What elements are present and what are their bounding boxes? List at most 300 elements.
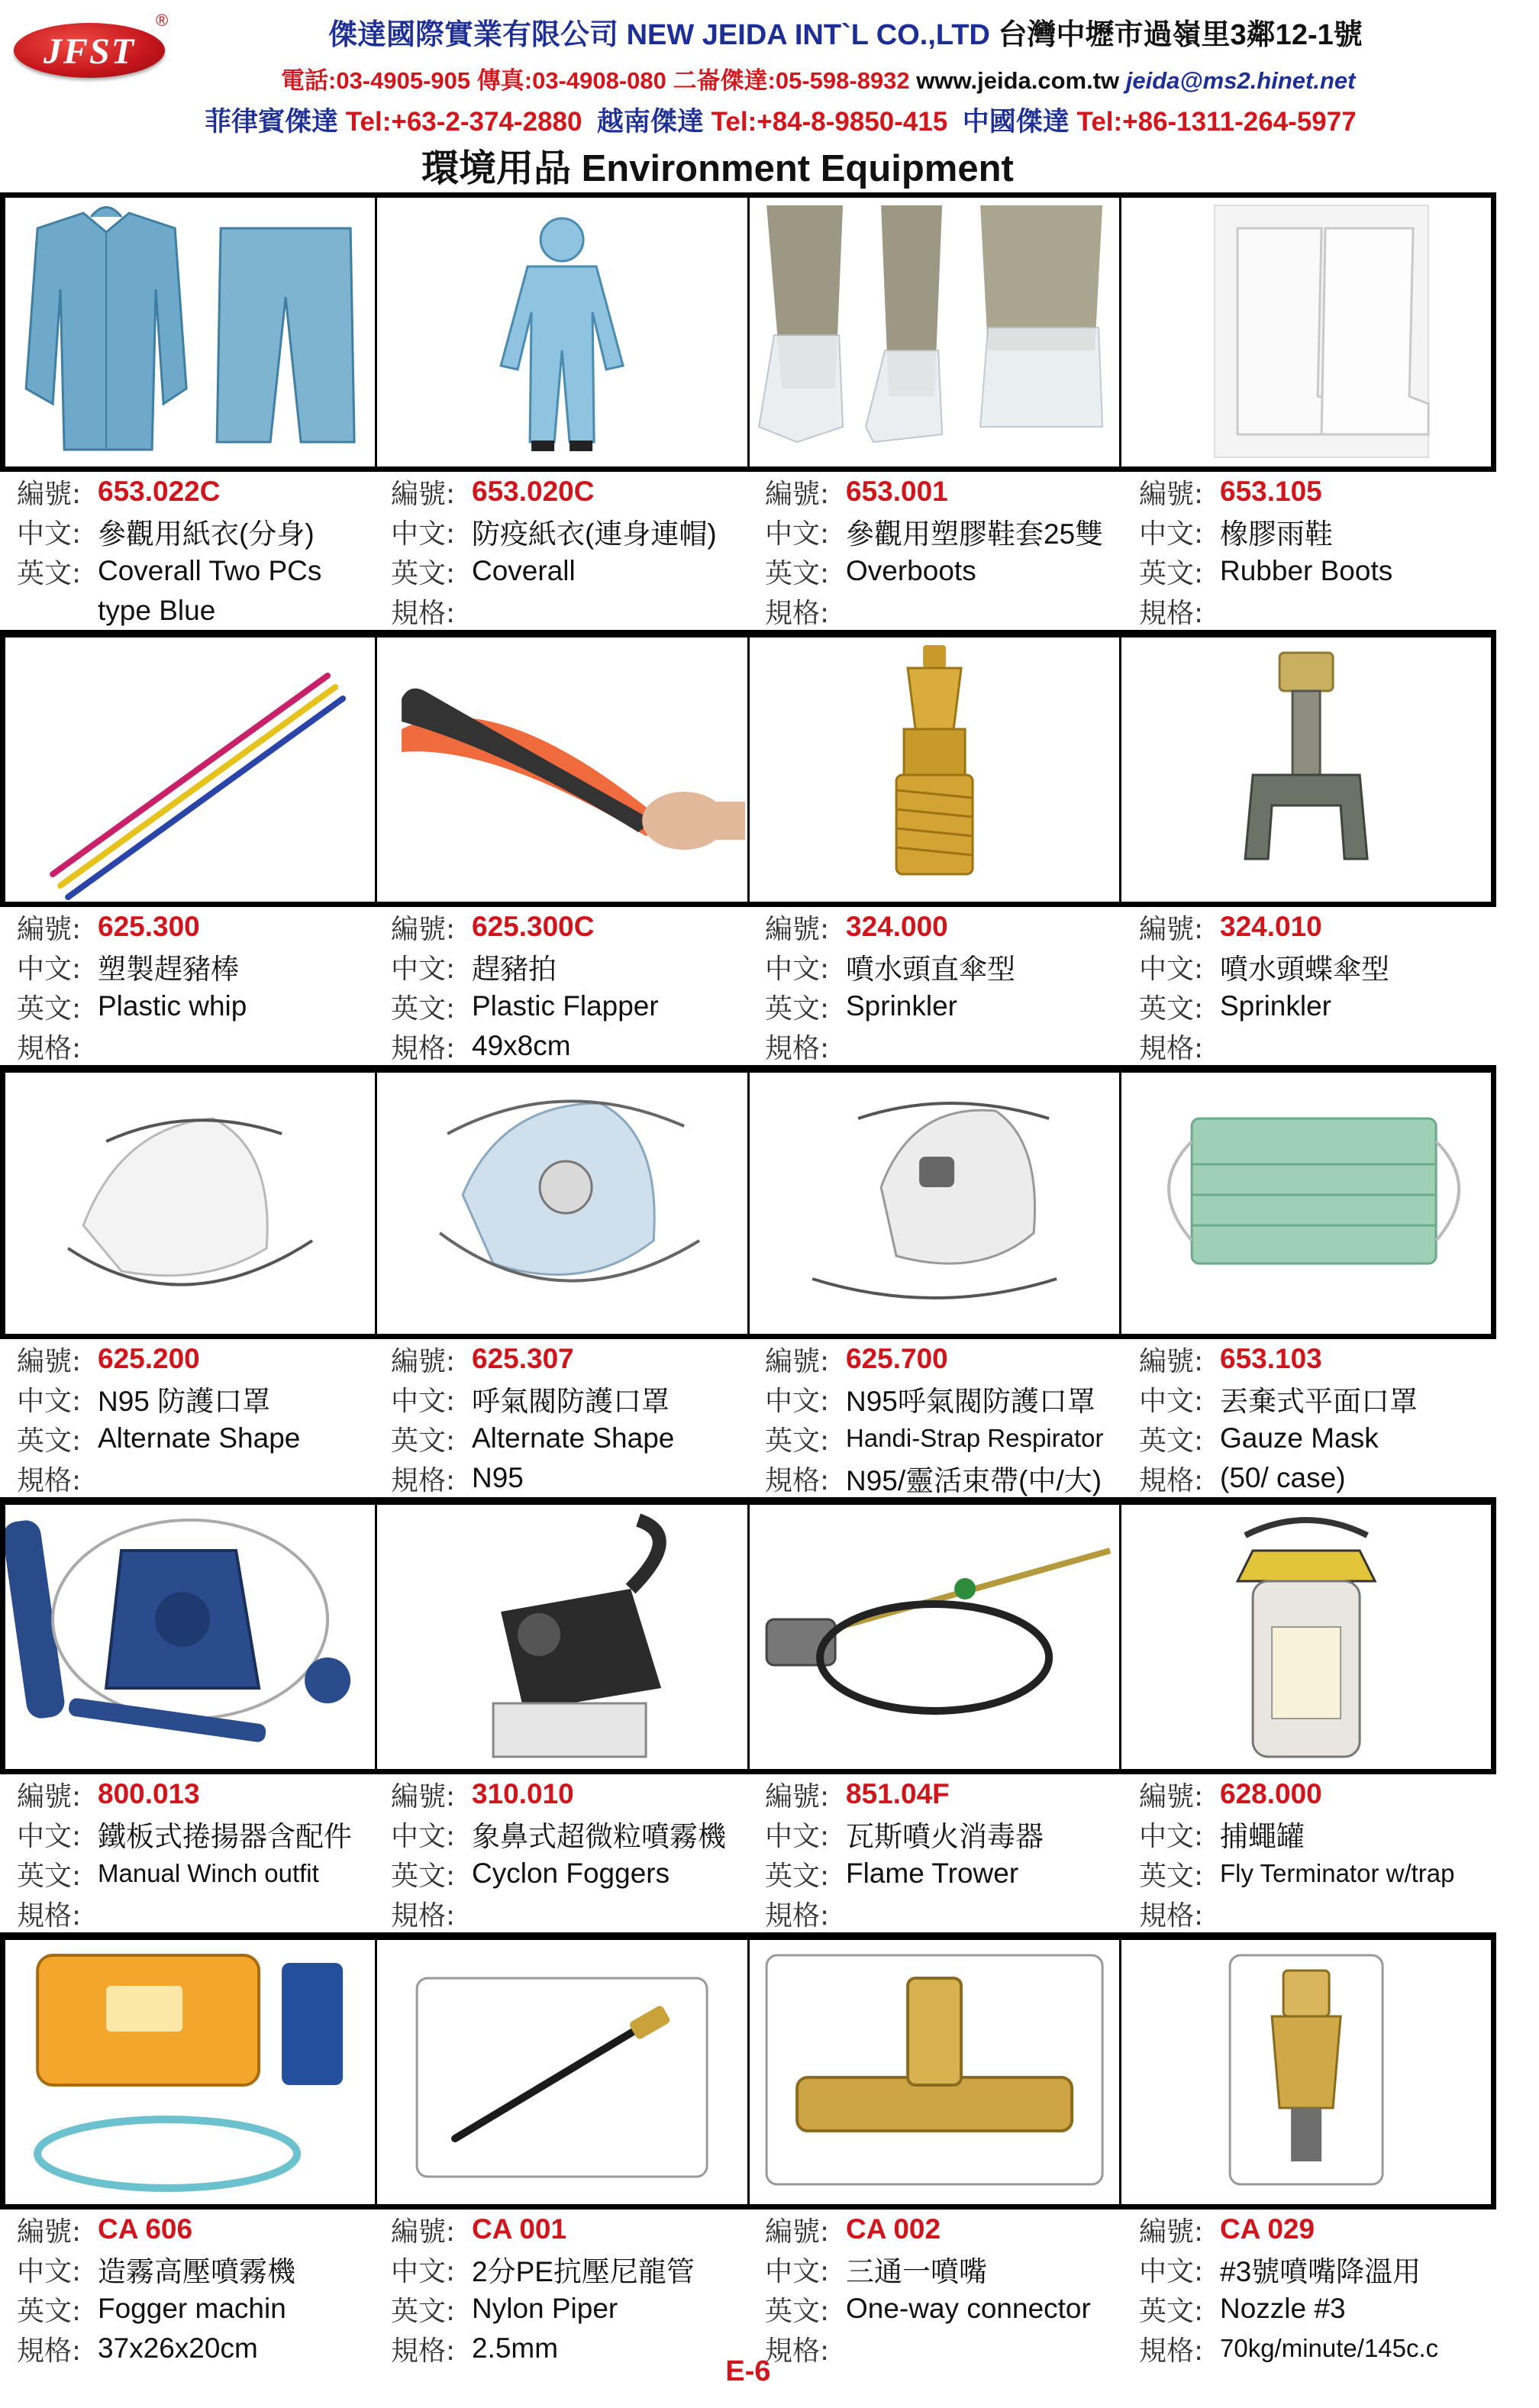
product-name-en-label: 英文: <box>17 1425 82 1457</box>
product-name-en-line <box>391 986 748 1026</box>
product-name-zh-label: 中文: <box>1139 1820 1204 1852</box>
product-name-en-label: 英文: <box>17 993 82 1025</box>
product-code-label: 編號: <box>391 913 456 945</box>
company-name-en: NEW JEIDA INT`L CO.,LTD <box>626 19 990 51</box>
company-logo <box>14 11 169 79</box>
product-code-label: 編號: <box>1139 1345 1204 1377</box>
product-info <box>374 2209 748 2367</box>
two-piece-coverall-icon <box>5 198 375 466</box>
cn-branch-label: 中國傑達 <box>962 107 1070 137</box>
product-info <box>1122 1774 1496 1932</box>
product-name-en-label: 英文: <box>1139 557 1204 589</box>
product-code-line <box>1139 907 1496 947</box>
contact-line <box>281 61 1355 95</box>
product-spec-label: 規格: <box>17 1032 82 1064</box>
product-photo[interactable] <box>377 1073 749 1334</box>
product-spec-label: 規格: <box>391 597 456 629</box>
product-name-en-line <box>765 1419 1122 1458</box>
product-name-zh: 丟棄式平面口罩 <box>1220 1386 1418 1417</box>
product-name-en: Nozzle #3 <box>1220 2293 1346 2324</box>
product-spec-label: 規格: <box>1139 2335 1204 2367</box>
product-code: 851.04F <box>846 1778 950 1809</box>
product-name-en-label: 英文: <box>1139 1425 1204 1457</box>
product-spec: 2.5mm <box>472 2332 559 2364</box>
product-name-en: Alternate Shape <box>98 1422 301 1454</box>
product-name-zh-label: 中文: <box>391 518 456 550</box>
product-code: CA 002 <box>846 2213 941 2245</box>
product-spec-label: 規格: <box>765 2335 830 2367</box>
product-spec-line <box>17 1893 374 1933</box>
product-code-line <box>17 907 374 947</box>
product-photo[interactable] <box>1121 1073 1491 1334</box>
product-code-label: 編號: <box>1139 2216 1204 2248</box>
brass-sprinkler-icon <box>750 638 1119 902</box>
product-name-en-line <box>765 986 1122 1026</box>
product-name-zh-line <box>391 1379 748 1419</box>
product-name-zh-line <box>765 1814 1122 1854</box>
product-spec: N95 <box>472 1462 524 1493</box>
product-name-en-line <box>17 2289 374 2329</box>
product-name-en: Plastic whip <box>98 990 247 1022</box>
product-name-en: Flame Trower <box>846 1858 1019 1889</box>
product-name-zh-line <box>765 1379 1122 1419</box>
product-info <box>1122 472 1496 630</box>
product-name-en-line <box>1139 1854 1496 1893</box>
product-name-en: One-way connector <box>846 2293 1091 2324</box>
product-code-line <box>765 472 1122 512</box>
product-code-label: 編號: <box>17 478 82 510</box>
product-spec-line <box>765 1893 1122 1933</box>
vn-branch-tel: Tel:+84-8-9850-415 <box>711 107 948 137</box>
product-name-zh-line <box>17 512 374 551</box>
product-photo[interactable] <box>377 1505 749 1769</box>
product-code: 653.022C <box>98 476 221 507</box>
product-name-en: Sprinkler <box>846 990 957 1022</box>
product-spec-line <box>1139 591 1496 631</box>
product-name-zh-label: 中文: <box>1139 2255 1204 2287</box>
spec-row-1 <box>0 472 1496 632</box>
gauze-mask-icon <box>1121 1073 1491 1334</box>
product-info <box>748 472 1122 630</box>
product-spec-label: 規格: <box>1139 1464 1204 1496</box>
photo-row-4 <box>0 1499 1496 1774</box>
product-name-zh-label: 中文: <box>17 1385 82 1417</box>
product-code-label: 編號: <box>391 1345 456 1377</box>
product-name-en-label: 英文: <box>765 1425 830 1457</box>
product-name-en-line <box>17 551 374 591</box>
product-name-zh-line <box>1139 512 1496 551</box>
product-name-en-label: 英文: <box>391 1425 456 1457</box>
product-code-label: 編號: <box>17 913 82 945</box>
product-name-zh: 2分PE抗壓尼龍管 <box>472 2256 695 2287</box>
product-code-label: 編號: <box>1139 478 1204 510</box>
product-info <box>748 1339 1122 1497</box>
product-info <box>0 1774 374 1932</box>
product-code-label: 編號: <box>391 1780 456 1812</box>
product-name-en-line <box>1139 551 1496 591</box>
product-name-zh: 塑製趕豬棒 <box>98 954 239 985</box>
product-name-zh-line <box>765 512 1122 551</box>
product-name-zh-line <box>1139 1814 1496 1854</box>
product-spec-label: 規格: <box>1139 1032 1204 1064</box>
product-info <box>1122 907 1496 1065</box>
product-code: 653.103 <box>1220 1343 1322 1374</box>
product-spec-line <box>17 1026 374 1066</box>
product-code-label: 編號: <box>1139 1780 1204 1812</box>
product-name-en-label: 英文: <box>391 1860 456 1892</box>
product-code-line <box>17 2209 374 2249</box>
product-name-zh-label: 中文: <box>391 953 456 985</box>
product-name-zh: 參觀用紙衣(分身) <box>98 518 315 550</box>
product-photo[interactable] <box>1121 638 1491 902</box>
product-name-en: Sprinkler <box>1220 990 1331 1022</box>
nozzle-icon <box>1121 1940 1491 2204</box>
product-spec: N95/靈活束帶(中/大) <box>846 1465 1102 1496</box>
product-name-zh: 象鼻式超微粒噴霧機 <box>472 1821 726 1852</box>
product-name-en-line <box>1139 1419 1496 1458</box>
product-name-en-line <box>17 1854 374 1893</box>
product-name-zh-line <box>17 1814 374 1854</box>
product-name-en: Fly Terminator w/trap <box>1220 1859 1455 1887</box>
product-name-zh-line <box>17 1379 374 1419</box>
product-name-zh-label: 中文: <box>391 1385 456 1417</box>
product-name-en-line <box>391 1419 748 1458</box>
product-name-zh-line <box>391 2249 748 2289</box>
product-spec: 37x26x20cm <box>98 2332 258 2364</box>
product-code-line <box>391 2209 748 2249</box>
product-name-en-label: 英文: <box>1139 993 1204 1025</box>
product-code-line <box>17 1774 374 1814</box>
product-name-zh-label: 中文: <box>765 953 830 985</box>
product-code-line <box>1139 472 1496 512</box>
product-name-zh: 趕豬拍 <box>472 954 557 985</box>
product-code-label: 編號: <box>391 478 456 510</box>
product-name-zh-label: 中文: <box>17 953 82 985</box>
product-spec-label: 規格: <box>765 597 830 629</box>
product-code-line <box>391 907 748 947</box>
product-info <box>374 1339 748 1497</box>
product-name-en: Coverall Two PCs <box>98 555 322 586</box>
product-info <box>374 907 748 1065</box>
cn-branch-tel: Tel:+86-1311-264-5977 <box>1076 107 1357 137</box>
ph-branch-tel: Tel:+63-2-374-2880 <box>345 107 582 137</box>
product-name-en-cont: type Blue <box>98 595 216 626</box>
product-name-zh-line <box>391 512 748 551</box>
product-code: 324.010 <box>1220 911 1322 942</box>
product-name-zh-label: 中文: <box>17 1820 82 1852</box>
product-name-zh-line <box>391 1814 748 1854</box>
product-spec-line <box>765 1026 1122 1066</box>
product-name-zh: 呼氣閥防護口罩 <box>472 1386 669 1417</box>
overseas-branches-line <box>205 101 1357 139</box>
product-info <box>0 907 374 1065</box>
product-code-label: 編號: <box>17 2216 82 2248</box>
product-code: 628.000 <box>1220 1778 1322 1809</box>
product-name-zh-line <box>17 2249 374 2289</box>
product-name-en: Handi-Strap Respirator <box>846 1424 1104 1452</box>
product-name-en-cont-line <box>17 591 374 631</box>
product-name-zh-line <box>1139 947 1496 986</box>
product-info <box>0 1339 374 1497</box>
product-name-en-label: 英文: <box>765 993 830 1025</box>
product-name-zh: 噴水頭直傘型 <box>846 954 1015 985</box>
product-spec-label: 規格: <box>765 1900 830 1932</box>
product-name-zh-line <box>1139 2249 1496 2289</box>
product-spec: 49x8cm <box>472 1030 571 1061</box>
product-name-en-label: 英文: <box>391 993 456 1025</box>
spec-row-2 <box>0 907 1496 1067</box>
product-name-zh-label: 中文: <box>391 1820 456 1852</box>
product-spec-line <box>1139 1458 1496 1498</box>
product-info <box>748 907 1122 1065</box>
product-code-line <box>765 907 1122 947</box>
coverall-person-icon <box>377 198 747 466</box>
product-name-zh-label: 中文: <box>765 1820 830 1852</box>
product-name-zh: 橡膠雨鞋 <box>1220 518 1333 550</box>
product-name-en-line <box>17 1419 374 1458</box>
product-spec: (50/ case) <box>1220 1462 1346 1493</box>
product-name-en: Gauze Mask <box>1220 1422 1379 1454</box>
photo-row-3 <box>0 1067 1496 1339</box>
tee-connector-icon <box>750 1940 1119 2204</box>
product-code: 625.307 <box>472 1343 574 1374</box>
product-code: 625.300 <box>98 911 200 942</box>
product-name-en: Plastic Flapper <box>472 990 659 1022</box>
product-name-en: Coverall <box>472 555 576 586</box>
product-code-line <box>391 1774 748 1814</box>
product-code: 310.010 <box>472 1778 574 1809</box>
product-name-zh: 造霧高壓噴霧機 <box>98 2256 295 2287</box>
product-name-en-label: 英文: <box>17 1860 82 1892</box>
product-spec-line <box>765 1458 1122 1498</box>
product-spec-label: 規格: <box>765 1032 830 1064</box>
product-name-zh-label: 中文: <box>17 2255 82 2287</box>
product-photo[interactable] <box>5 1073 377 1334</box>
product-code-line <box>765 1339 1122 1379</box>
product-name-en-line <box>391 2289 748 2329</box>
product-name-zh-line <box>765 947 1122 986</box>
product-name-en-label: 英文: <box>765 1860 830 1892</box>
product-code: 625.200 <box>98 1343 200 1374</box>
product-name-zh-line <box>1139 1379 1496 1419</box>
product-name-en: Alternate Shape <box>472 1422 675 1454</box>
spec-row-4 <box>0 1774 1496 1935</box>
product-code: 324.000 <box>846 911 948 942</box>
product-spec-line <box>1139 1026 1496 1066</box>
product-code-line <box>1139 2209 1496 2249</box>
product-photo[interactable] <box>750 638 1121 902</box>
product-name-en-label: 英文: <box>391 557 456 589</box>
product-name-en: Rubber Boots <box>1220 555 1393 586</box>
product-name-zh: 參觀用塑膠鞋套25雙 <box>846 518 1104 550</box>
product-name-en-label: 英文: <box>765 557 830 589</box>
product-photo[interactable] <box>1121 1505 1491 1769</box>
product-photo[interactable] <box>377 1940 749 2204</box>
product-spec-line <box>765 591 1122 631</box>
product-name-zh-label: 中文: <box>765 2255 830 2287</box>
product-name-en-line <box>765 551 1122 591</box>
valve-mask-icon <box>377 1073 747 1334</box>
product-photo[interactable] <box>750 198 1121 466</box>
product-photo[interactable] <box>377 638 749 902</box>
product-code-label: 編號: <box>765 913 830 945</box>
product-name-zh-line <box>765 2249 1122 2289</box>
product-code: 653.105 <box>1220 476 1322 507</box>
website-link[interactable]: www.jeida.com.tw <box>916 67 1120 94</box>
product-name-zh: 防疫紙衣(連身連帽) <box>472 518 717 550</box>
product-spec-label: 規格: <box>765 1464 830 1496</box>
product-name-en-label: 英文: <box>391 2295 456 2327</box>
product-photo[interactable] <box>750 1505 1121 1769</box>
product-code: CA 001 <box>472 2213 567 2245</box>
company-address: 台灣中壢市過嶺里3鄰12-1號 <box>998 19 1363 51</box>
product-name-en-line <box>765 1854 1122 1893</box>
product-spec-line <box>391 1893 748 1933</box>
product-name-en-line <box>391 551 748 591</box>
product-name-zh: 鐵板式捲揚器含配件 <box>98 1821 352 1852</box>
product-name-en: Cyclon Foggers <box>472 1858 670 1889</box>
spec-row-5 <box>0 2209 1496 2367</box>
product-info <box>0 2209 374 2367</box>
product-info <box>374 1774 748 1932</box>
logo-text: JFST <box>43 31 136 72</box>
photo-row-1 <box>0 192 1496 472</box>
product-photo[interactable] <box>1121 198 1491 466</box>
company-name-zh: 傑達國際實業有限公司 <box>328 19 619 51</box>
handi-strap-respirator-icon <box>750 1073 1119 1334</box>
product-spec-line <box>391 1026 748 1066</box>
product-name-en-label: 英文: <box>765 2295 830 2327</box>
product-photo[interactable] <box>750 1073 1121 1334</box>
product-name-zh: N95 防護口罩 <box>98 1386 271 1417</box>
product-name-zh-line <box>391 947 748 986</box>
product-name-en: Nylon Piper <box>472 2293 618 2324</box>
product-spec-line <box>391 591 748 631</box>
product-code-line <box>1139 1339 1496 1379</box>
product-name-zh: 捕蠅罐 <box>1220 1821 1305 1852</box>
product-photo[interactable] <box>5 1505 377 1769</box>
product-spec-label: 規格: <box>1139 597 1204 629</box>
product-name-en-label: 英文: <box>1139 2295 1204 2327</box>
product-code-line <box>17 472 374 512</box>
product-spec-line <box>17 1458 374 1498</box>
product-code: 625.700 <box>846 1343 948 1374</box>
product-photo[interactable] <box>1121 1940 1491 2204</box>
ph-branch-label: 菲律賓傑達 <box>205 107 339 137</box>
product-name-zh: 瓦斯噴火消毒器 <box>846 1821 1044 1852</box>
product-spec-line <box>391 1458 748 1498</box>
product-name-zh-label: 中文: <box>1139 953 1204 985</box>
product-photo[interactable] <box>750 1940 1121 2204</box>
n95-mask-icon <box>5 1073 375 1334</box>
branch-phone: 二崙傑達:05-598-8932 <box>673 67 910 94</box>
email-link[interactable]: jeida@ms2.hinet.net <box>1125 67 1356 94</box>
product-photo[interactable] <box>377 198 749 466</box>
plastic-whip-icon <box>5 638 375 902</box>
registered-mark: ® <box>156 11 169 30</box>
product-info <box>0 472 374 630</box>
page-title: 環境用品 Environment Equipment <box>421 148 1014 189</box>
product-photo[interactable] <box>5 638 377 902</box>
manual-winch-icon <box>5 1505 375 1769</box>
product-spec-label: 規格: <box>391 1900 456 1932</box>
product-code-label: 編號: <box>765 1780 830 1812</box>
product-code-line <box>391 472 748 512</box>
rubber-boots-icon <box>1121 198 1491 466</box>
product-name-zh-label: 中文: <box>765 1385 830 1417</box>
product-code-label: 編號: <box>765 2216 830 2248</box>
product-code-label: 編號: <box>765 1345 830 1377</box>
spec-row-3 <box>0 1339 1496 1499</box>
product-code-line <box>17 1339 374 1379</box>
product-spec: 70kg/minute/145c.c <box>1220 2334 1439 2362</box>
product-info <box>1122 1339 1496 1497</box>
product-code-label: 編號: <box>765 478 830 510</box>
product-code: CA 606 <box>98 2213 193 2245</box>
product-name-en-line <box>1139 986 1496 1026</box>
product-name-en-line <box>391 1854 748 1893</box>
overboots-icon <box>750 198 1119 466</box>
phone: 電話:03-4905-905 <box>281 67 471 94</box>
flame-thrower-icon <box>750 1505 1119 1769</box>
product-code: CA 029 <box>1220 2213 1315 2245</box>
product-name-en-line <box>17 986 374 1026</box>
product-photo[interactable] <box>5 198 377 466</box>
product-code-line <box>765 1774 1122 1814</box>
photo-row-5 <box>0 1935 1496 2209</box>
product-spec-label: 規格: <box>1139 1900 1204 1932</box>
product-code-label: 編號: <box>17 1780 82 1812</box>
company-name-line <box>328 11 1363 53</box>
product-code-label: 編號: <box>1139 913 1204 945</box>
nylon-pipe-icon <box>377 1940 747 2204</box>
product-name-zh: 三通一噴嘴 <box>846 2256 987 2287</box>
fly-trap-icon <box>1121 1505 1491 1769</box>
product-code: 653.020C <box>472 476 595 507</box>
product-name-zh-label: 中文: <box>765 518 830 550</box>
product-name-en-label: 英文: <box>1139 1860 1204 1892</box>
product-name-en-label: 英文: <box>17 557 82 589</box>
product-name-zh: N95呼氣閥防護口罩 <box>846 1386 1095 1417</box>
product-info <box>374 472 748 630</box>
page-number: E-6 <box>725 2355 771 2387</box>
product-name-en-label: 英文: <box>17 2295 82 2327</box>
product-code-line <box>391 1339 748 1379</box>
product-name-en: Fogger machin <box>98 2293 286 2324</box>
product-code: 653.001 <box>846 476 948 507</box>
cyclon-fogger-icon <box>377 1505 747 1769</box>
plastic-flapper-icon <box>377 638 747 902</box>
vn-branch-label: 越南傑達 <box>596 107 704 137</box>
product-name-en: Manual Winch outfit <box>98 1859 319 1887</box>
product-code-line <box>765 2209 1122 2249</box>
product-code: 800.013 <box>98 1778 200 1809</box>
product-spec-label: 規格: <box>17 1464 82 1496</box>
product-code: 625.300C <box>472 911 595 942</box>
product-spec-line <box>1139 1893 1496 1933</box>
product-name-zh-label: 中文: <box>1139 1385 1204 1417</box>
fax: 傳真:03-4908-080 <box>476 67 666 94</box>
product-info <box>748 1774 1122 1932</box>
product-name-zh: 噴水頭蝶傘型 <box>1220 954 1389 985</box>
product-spec-label: 規格: <box>391 2335 456 2367</box>
product-code-line <box>1139 1774 1496 1814</box>
fogger-machine-icon <box>5 1940 375 2204</box>
product-name-zh: #3號噴嘴降溫用 <box>1220 2256 1421 2287</box>
product-photo[interactable] <box>5 1940 377 2204</box>
product-name-zh-label: 中文: <box>391 2255 456 2287</box>
photo-row-2 <box>0 632 1496 907</box>
